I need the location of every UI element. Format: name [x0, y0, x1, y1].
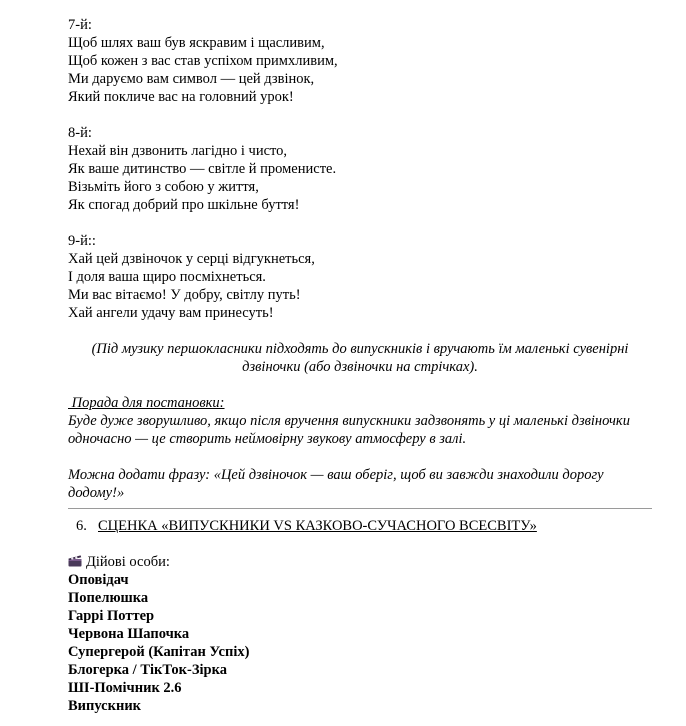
cast-member: Гаррі Поттер: [68, 608, 155, 624]
clapperboard-icon: [68, 555, 82, 567]
spacer: [68, 376, 652, 394]
cast-heading: [68, 553, 652, 571]
verse-line: Ми даруємо вам символ — цей дзвінок,: [68, 71, 315, 87]
spacer: [68, 448, 652, 466]
stanza-7: [68, 16, 652, 106]
tip-heading: Порада для постановки:: [68, 395, 225, 411]
cast-label: Дійові особи:: [86, 554, 170, 570]
stanza-label: 8-й:: [68, 125, 92, 141]
cast-member: Супергерой (Капітан Успіх): [68, 644, 250, 660]
stanza-9: [68, 232, 652, 322]
cast-member: Випускник: [68, 698, 142, 714]
verse-line: Щоб шлях ваш був яскравим і щасливим,: [68, 35, 325, 51]
verse-line: Який покличе вас на головний урок!: [68, 89, 294, 105]
stage-direction: (Під музику першокласники підходять до випускників і вручають їм маленькі сувенірні дзвіночки (або дзвіночки на стрічках).: [91, 341, 629, 375]
spacer: [68, 106, 652, 124]
spacer: [68, 322, 652, 340]
stanza-8: [68, 124, 652, 214]
cast-member: ШІ-Помічник 2.6: [68, 680, 182, 696]
cast-member: Червона Шапочка: [68, 626, 190, 642]
cast-member: Блогерка / ТікТок-Зірка: [68, 662, 227, 678]
section-number: 6.: [76, 518, 87, 534]
spacer: [68, 214, 652, 232]
tip-text: Буде дуже зворушливо, якщо після вручення випускники задзвонять у ці маленькі дзвіночки одночасно — це створить неймовірну звукову атмосферу в залі.: [68, 413, 630, 447]
extra-phrase: Можна додати фразу: «Цей дзвіночок — ваш оберіг, щоб ви завжди знаходили дорогу додому!»: [68, 467, 604, 501]
verse-line: Нехай він дзвонить лагідно і чисто,: [68, 143, 288, 159]
cast-member: Оповідач: [68, 572, 129, 588]
section-title: СЦЕНКА «ВИПУСКНИКИ VS КАЗКОВО-СУЧАСНОГО ВСЕСВІТУ»: [98, 518, 537, 534]
verse-line: Щоб кожен з вас став успіхом примхливим,: [68, 53, 338, 69]
spacer: [68, 535, 652, 553]
cast-member: Попелюшка: [68, 590, 149, 606]
stanza-label: 9-й::: [68, 233, 96, 249]
divider: [68, 508, 652, 509]
document-page: [68, 16, 652, 715]
verse-line: Ми вас вітаємо! У добру, світлу путь!: [68, 287, 301, 303]
section-heading: [68, 517, 652, 535]
verse-line: Як спогад добрий про шкільне буття!: [68, 197, 300, 213]
verse-line: Хай ангели удачу вам принесуть!: [68, 305, 274, 321]
verse-line: Хай цей дзвіночок у серці відгукнеться,: [68, 251, 315, 267]
stanza-label: 7-й:: [68, 17, 92, 33]
verse-line: І доля ваша щиро посміхнеться.: [68, 269, 266, 285]
verse-line: Візьміть його з собою у життя,: [68, 179, 259, 195]
verse-line: Як ваше дитинство — світле й променисте.: [68, 161, 337, 177]
